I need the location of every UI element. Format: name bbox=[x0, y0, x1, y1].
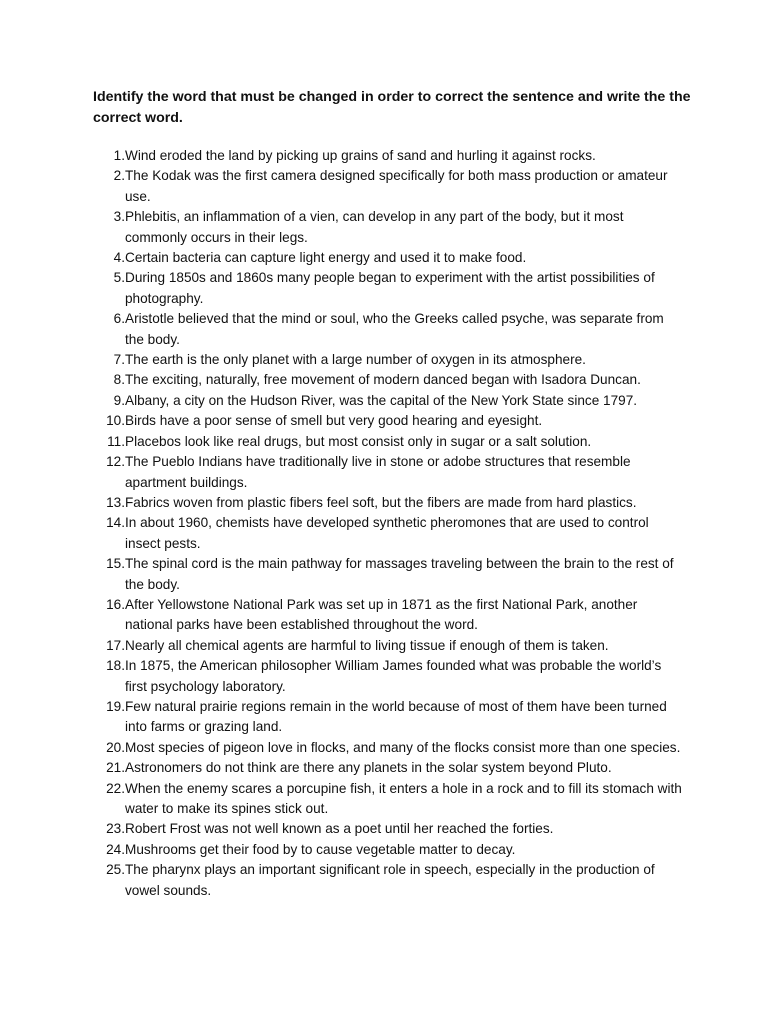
question-text: The spinal cord is the main pathway for massages traveling between the brain to the rest of the body. bbox=[125, 556, 674, 592]
question-number bbox=[93, 758, 125, 778]
question-text: Wind eroded the land by picking up grains of sand and hurling it against rocks. bbox=[125, 148, 596, 163]
question-item bbox=[93, 513, 683, 554]
question-text: Most species of pigeon love in flocks, and many of the flocks consist more than one species. bbox=[125, 739, 681, 755]
question-text: The Pueblo Indians have traditionally live in stone or adobe structures that resemble apartment buildings. bbox=[125, 454, 631, 490]
question-number bbox=[93, 166, 125, 186]
question-item bbox=[93, 493, 683, 513]
question-item bbox=[93, 411, 683, 431]
question-text: Fabrics woven from plastic fibers feel soft, but the fibers are made from hard plastics. bbox=[125, 494, 637, 510]
question-text: During 1850s and 1860s many people began to experiment with the artist possibilities of photography. bbox=[125, 270, 655, 306]
question-number bbox=[93, 493, 125, 513]
question-number-label: 24. bbox=[106, 841, 125, 857]
question-item bbox=[93, 166, 683, 207]
question-item bbox=[93, 248, 683, 268]
question-text: When the enemy scares a porcupine fish, it enters a hole in a rock and to fill its stomach with water to make its spines stick out. bbox=[125, 780, 682, 816]
question-number-label: 11. bbox=[107, 433, 125, 449]
question-text: In 1875, the American philosopher William James founded what was probable the world’s first psychology laboratory. bbox=[125, 658, 662, 694]
question-number bbox=[93, 432, 125, 452]
question-number-label: 15. bbox=[106, 556, 125, 572]
question-number-label: 9. bbox=[113, 392, 125, 408]
question-item bbox=[93, 146, 683, 166]
question-item bbox=[93, 309, 683, 350]
question-number-label: 25. bbox=[106, 862, 125, 878]
question-text: Birds have a poor sense of smell but very good hearing and eyesight. bbox=[125, 413, 543, 429]
question-number bbox=[93, 350, 125, 370]
question-number bbox=[93, 595, 125, 615]
question-item bbox=[93, 840, 683, 860]
question-number-label: 21. bbox=[106, 760, 125, 776]
question-number bbox=[93, 779, 125, 799]
question-number bbox=[93, 309, 125, 329]
question-number bbox=[93, 636, 125, 656]
question-text: The Kodak was the first camera designed specifically for both mass production or amateur use. bbox=[125, 168, 668, 204]
question-number-label: 23. bbox=[106, 821, 125, 837]
question-number-label: 17. bbox=[106, 637, 125, 653]
question-number bbox=[93, 840, 125, 860]
question-number bbox=[93, 513, 125, 533]
question-text: Certain bacteria can capture light energy and used it to make food. bbox=[125, 250, 527, 266]
question-item bbox=[93, 758, 683, 778]
question-number-label: 8. bbox=[113, 372, 125, 388]
question-item bbox=[93, 391, 683, 411]
question-text: The exciting, naturally, free movement of modern danced began with Isadora Duncan. bbox=[125, 372, 641, 388]
question-text: In about 1960, chemists have developed synthetic pheromones that are used to control insect pests. bbox=[125, 515, 649, 551]
question-item bbox=[93, 452, 683, 493]
question-item bbox=[93, 779, 683, 820]
question-item bbox=[93, 860, 683, 901]
question-text: Astronomers do not think are there any planets in the solar system beyond Pluto. bbox=[125, 760, 612, 776]
question-number-label: 22. bbox=[106, 780, 125, 796]
question-number bbox=[93, 391, 125, 411]
question-number bbox=[93, 656, 125, 676]
question-text: The pharynx plays an important significant role in speech, especially in the production of vowel sounds. bbox=[125, 862, 655, 898]
question-number bbox=[93, 268, 125, 288]
question-number-label: 18. bbox=[106, 658, 125, 674]
question-number-label: 1. bbox=[113, 148, 125, 163]
question-item bbox=[93, 636, 683, 656]
question-item bbox=[93, 554, 683, 595]
question-number-label: 7. bbox=[113, 352, 125, 368]
question-text: Mushrooms get their food by to cause vegetable matter to decay. bbox=[125, 841, 516, 857]
question-number bbox=[93, 411, 125, 431]
question-number-label: 20. bbox=[106, 739, 125, 755]
question-item bbox=[93, 432, 683, 452]
question-number bbox=[93, 207, 125, 227]
question-item bbox=[93, 207, 683, 248]
question-text: Robert Frost was not well known as a poet until her reached the forties. bbox=[125, 821, 554, 837]
question-item bbox=[93, 370, 683, 390]
question-number-label: 6. bbox=[113, 311, 125, 327]
instructions-heading: Identify the word that must be changed in order to correct the sentence and write the the correct word. bbox=[93, 89, 691, 126]
question-text: Nearly all chemical agents are harmful to living tissue if enough of them is taken. bbox=[125, 637, 609, 653]
question-number bbox=[93, 146, 125, 166]
question-text: Aristotle believed that the mind or soul, who the Greeks called psyche, was separate from the body. bbox=[125, 311, 664, 347]
question-number bbox=[93, 248, 125, 268]
question-number-label: 10. bbox=[106, 413, 125, 429]
question-number bbox=[93, 554, 125, 574]
question-item bbox=[93, 656, 683, 697]
question-item bbox=[93, 350, 683, 370]
question-number-label: 16. bbox=[106, 596, 125, 612]
question-text: Few natural prairie regions remain in the world because of most of them have been turned into farms or grazing land. bbox=[125, 698, 667, 735]
question-text: Phlebitis, an inflammation of a vien, can develop in any part of the body, but it most commonly occurs in their legs. bbox=[125, 209, 624, 245]
question-text: Placebos look like real drugs, but most consist only in sugar or a salt solution. bbox=[125, 433, 592, 449]
question-number bbox=[93, 819, 125, 839]
question-number-label: 13. bbox=[106, 494, 125, 510]
question-item bbox=[93, 738, 683, 758]
question-number bbox=[93, 697, 125, 717]
question-number bbox=[93, 860, 125, 880]
question-list bbox=[93, 146, 683, 901]
question-number-label: 5. bbox=[113, 270, 125, 286]
question-text: The earth is the only planet with a large number of oxygen in its atmosphere. bbox=[125, 352, 586, 368]
question-number-label: 12. bbox=[106, 454, 125, 470]
question-number-label: 4. bbox=[113, 250, 125, 266]
question-item bbox=[93, 697, 683, 738]
question-number-label: 2. bbox=[113, 168, 125, 184]
question-number bbox=[93, 452, 125, 472]
question-item bbox=[93, 268, 683, 309]
question-item bbox=[93, 595, 683, 636]
question-number bbox=[93, 738, 125, 758]
question-text: After Yellowstone National Park was set up in 1871 as the first National Park, another national parks have been established throughout the word. bbox=[125, 596, 638, 633]
question-number-label: 14. bbox=[106, 515, 125, 531]
question-number-label: 19. bbox=[106, 698, 125, 714]
question-number bbox=[93, 370, 125, 390]
question-number-label: 3. bbox=[113, 209, 125, 225]
question-item bbox=[93, 819, 683, 839]
question-text: Albany, a city on the Hudson River, was the capital of the New York State since 1797. bbox=[125, 392, 638, 408]
